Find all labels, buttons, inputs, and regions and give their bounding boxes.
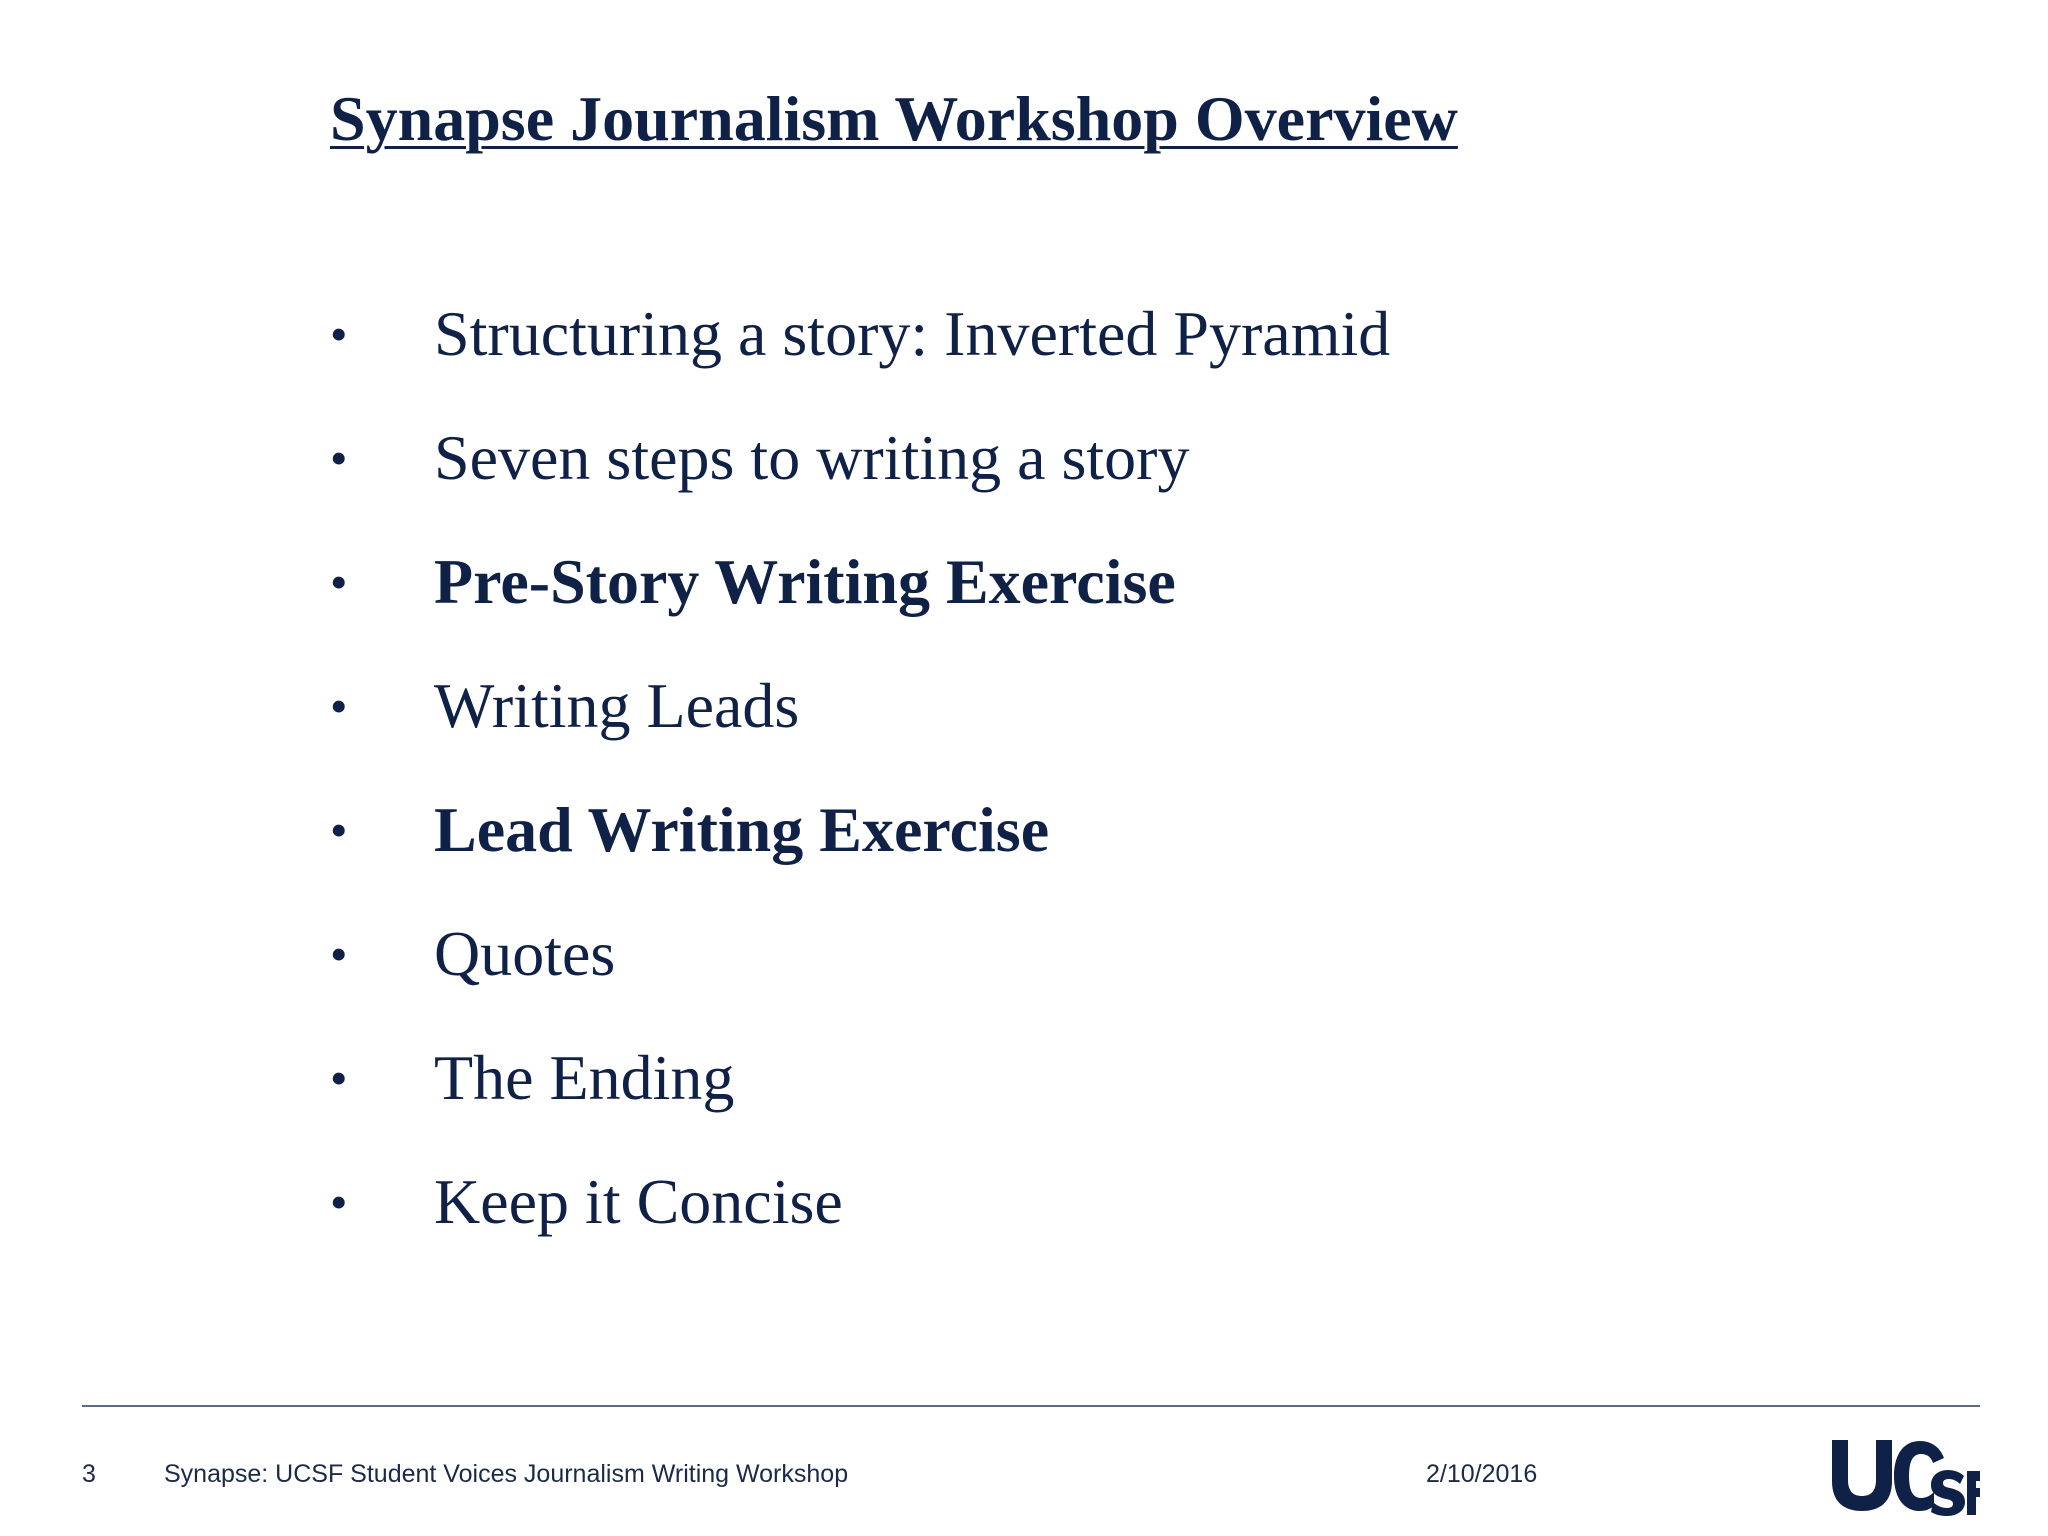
bullet-item <box>330 892 1390 1016</box>
bullet-item <box>330 272 1390 396</box>
bullet-list <box>330 272 1390 1264</box>
bullet-item <box>330 1016 1390 1140</box>
bullet-text: Keep it Concise <box>434 1166 843 1237</box>
bullet-item <box>330 396 1390 520</box>
footer-title: Synapse: UCSF Student Voices Journalism Writing Workshop <box>164 1460 849 1488</box>
bullet-item <box>330 520 1390 644</box>
bullet-item <box>330 768 1390 892</box>
bullet-icon: • <box>330 678 348 734</box>
bullet-icon: • <box>330 926 348 982</box>
bullet-icon: • <box>330 1050 348 1106</box>
bullet-icon: • <box>330 1174 348 1230</box>
footer-date: 2/10/2016 <box>1426 1460 1538 1488</box>
page-number: 3 <box>82 1460 96 1488</box>
bullet-text: Lead Writing Exercise <box>434 794 1050 865</box>
footer-divider <box>82 1405 1980 1407</box>
bullet-text: Seven steps to writing a story <box>434 422 1190 493</box>
bullet-icon: • <box>330 554 348 610</box>
bullet-text: Structuring a story: Inverted Pyramid <box>434 298 1391 369</box>
ucsf-logo-icon <box>1830 1436 1980 1516</box>
bullet-text: Quotes <box>434 918 616 989</box>
bullet-item <box>330 644 1390 768</box>
bullet-text: The Ending <box>434 1042 735 1113</box>
bullet-text: Writing Leads <box>434 670 800 741</box>
slide-title: Synapse Journalism Workshop Overview <box>330 83 1458 154</box>
bullet-text: Pre-Story Writing Exercise <box>434 546 1176 617</box>
bullet-item <box>330 1140 1390 1264</box>
bullet-icon: • <box>330 430 348 486</box>
bullet-icon: • <box>330 802 348 858</box>
bullet-icon: • <box>330 306 348 362</box>
